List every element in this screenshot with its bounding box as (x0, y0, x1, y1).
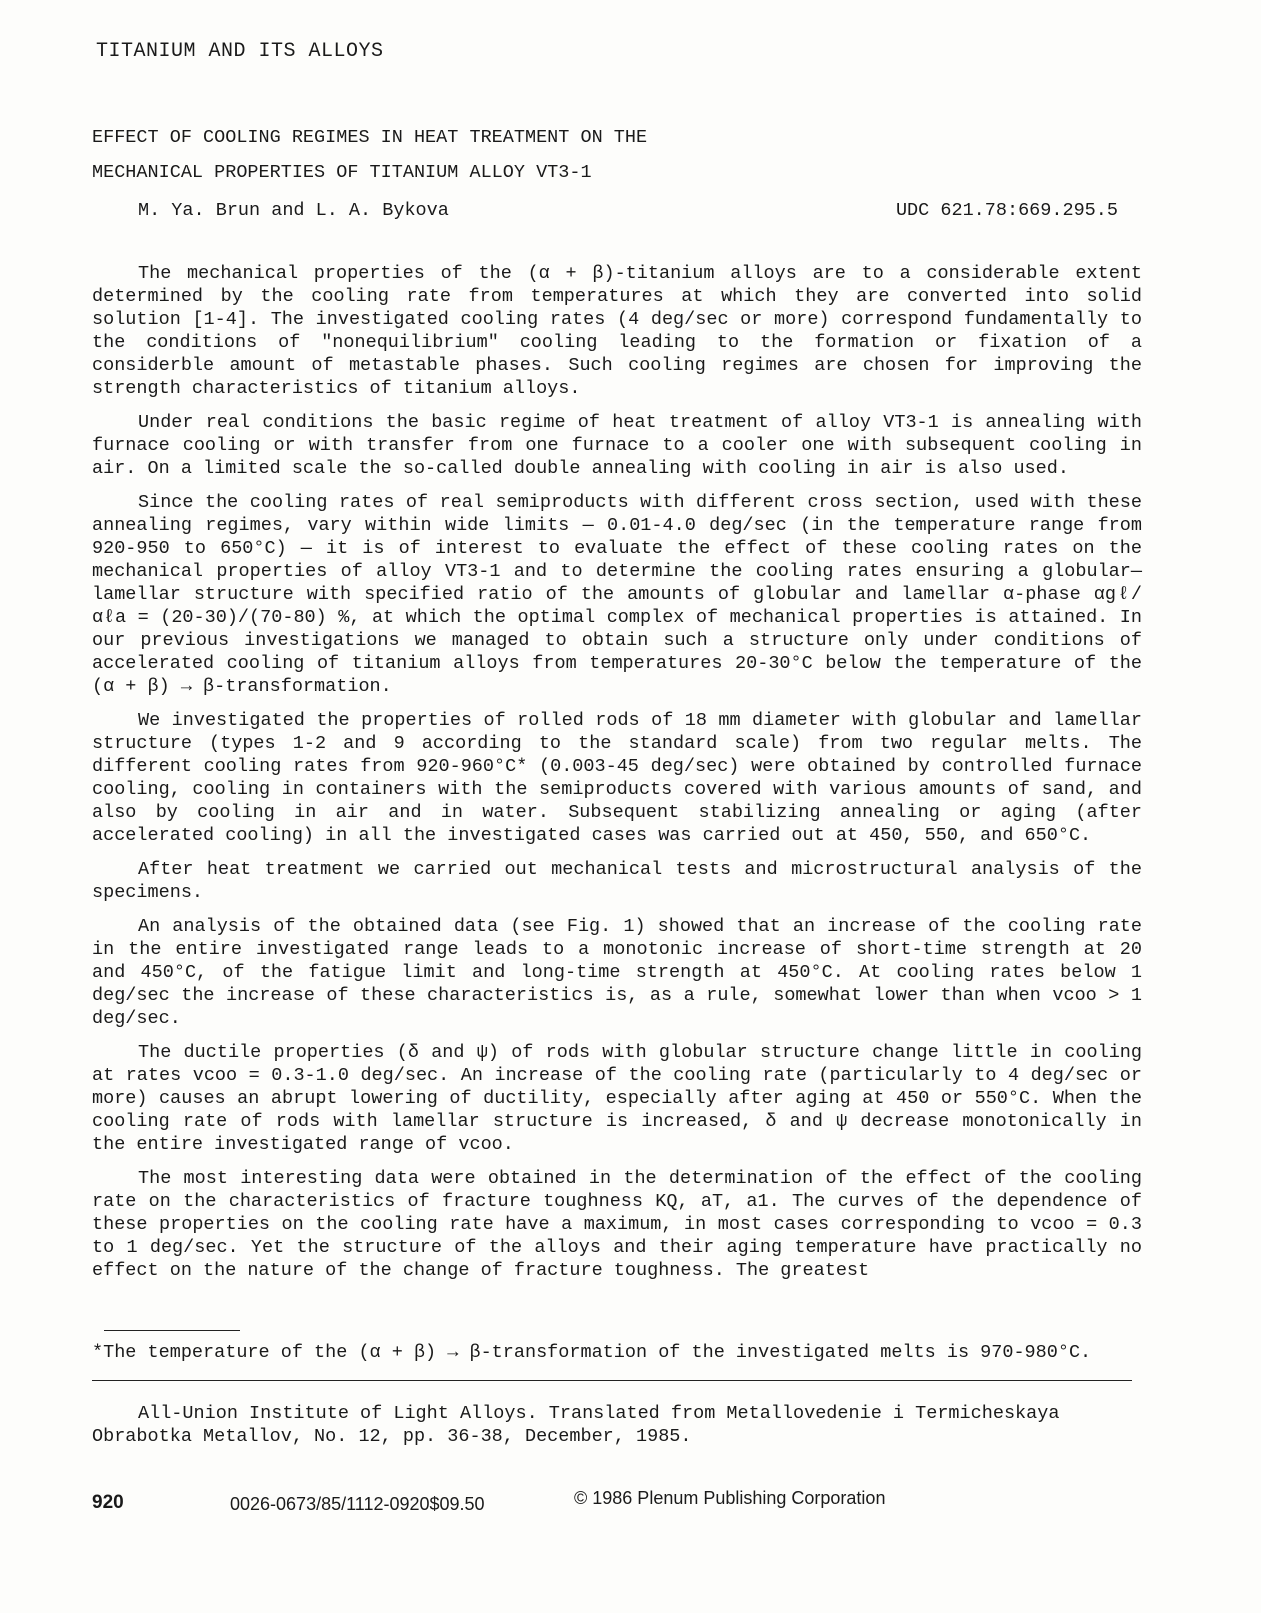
paragraph-3: Since the cooling rates of real semiproducts with different cross section, used with these annealing regimes, vary within wide limits — 0.01-4.0 deg/sec (in the temperature range from 920-950 to 650°C) — it is of interest to evaluate the effect of these cooling rates on the mechanical properties of alloy VT3-1 and to determine the cooling rates ensuring a globular—lamellar structure with specified ratio of the amounts of globular and lamellar α-phase αgℓ/αℓa = (20-30)/(70-80) %, at which the optimal complex of mechanical properties is attained. In our previous investigations we managed to obtain such a structure only under conditions of accelerated cooling of titanium alloys from temperatures 20-30°C below the temperature of the (α + β) → β-transformation. (92, 492, 1142, 697)
footnote: *The temperature of the (α + β) → β-transformation of the investigated melts is 970-980°C. (92, 1342, 1092, 1363)
paragraph-4: We investigated the properties of rolled rods of 18 mm diameter with globular and lamellar structure (types 1-2 and 9 according to the standard scale) from two regular melts. The different cooling rates from 920-960°C* (0.003-45 deg/sec) were obtained by controlled furnace cooling, cooling in containers with the semiproducts covered with various amounts of sand, and also by cooling in air and in water. Subsequent stabilizing annealing or aging (after accelerated cooling) in all the investigated cases was carried out at 450, 550, and 650°C. (92, 710, 1142, 846)
footnote-divider (104, 1330, 240, 1331)
paragraph-6: An analysis of the obtained data (see Fig. 1) showed that an increase of the cooling rate in the entire investigated range leads to a monotonic increase of short-time strength at 20 and 450°C, of the fatigue limit and long-time strength at 450°C. At cooling rates below 1 deg/sec the increase of these characteristics is, as a rule, somewhat lower than when vcoo > 1 deg/sec. (92, 916, 1142, 1029)
article-code: 0026-0673/85/1112-0920$09.50 (230, 1494, 485, 1514)
title-line-1: EFFECT OF COOLING REGIMES IN HEAT TREATMENT ON THE (92, 127, 648, 148)
authors: M. Ya. Brun and L. A. Bykova (138, 200, 449, 221)
journal-header: TITANIUM AND ITS ALLOYS (96, 40, 384, 63)
affiliation-text: All-Union Institute of Light Alloys. Translated from Metallovedenie i Termicheskaya Obrabotka Metallov, No. 12, pp. 36-38, December, 1985. (92, 1403, 1060, 1447)
page-number: 920 (92, 1492, 124, 1513)
affiliation (92, 1402, 1092, 1448)
article-title (92, 120, 647, 190)
paragraph-1: The mechanical properties of the (α + β)-titanium alloys are to a considerable extent determined by the cooling rate from temperatures at which they are converted into solid solution [1-4]. The investigated cooling rates (4 deg/sec or more) correspond fundamentally to the conditions of "nonequilibrium" cooling leading to the formation or fixation of a considerble amount of metastable phases. Such cooling regimes are chosen for improving the strength characteristics of titanium alloys. (92, 263, 1142, 399)
article-body (92, 262, 1142, 1293)
paragraph-5: After heat treatment we carried out mechanical tests and microstructural analysis of the specimens. (92, 859, 1142, 903)
udc-code: UDC 621.78:669.295.5 (895, 200, 1118, 221)
paragraph-2: Under real conditions the basic regime of heat treatment of alloy VT3-1 is annealing with furnace cooling or with transfer from one furnace to a cooler one with subsequent cooling in air. On a limited scale the so-called double annealing with cooling in air is also used. (92, 412, 1142, 479)
paragraph-7: The ductile properties (δ and ψ) of rods with globular structure change little in cooling at rates vcoo = 0.3-1.0 deg/sec. An increase of the cooling rate (particularly to 4 deg/sec or more) causes an abrupt lowering of ductility, especially after aging at 450 or 550°C. When the cooling rate of rods with lamellar structure is increased, δ and ψ decrease monotonically in the entire investigated range of vcoo. (92, 1042, 1142, 1155)
affiliation-divider (92, 1380, 1132, 1381)
paragraph-8: The most interesting data were obtained in the determination of the effect of the cooling rate on the characteristics of fracture toughness KQ, aT, a1. The curves of the dependence of these properties on the cooling rate have a maximum, in most cases corresponding to vcoo = 0.3 to 1 deg/sec. Yet the structure of the alloys and their aging temperature have practically no effect on the nature of the change of fracture toughness. The greatest (92, 1168, 1142, 1281)
title-line-2: MECHANICAL PROPERTIES OF TITANIUM ALLOY VT3-1 (92, 162, 592, 183)
copyright-notice: © 1986 Plenum Publishing Corporation (574, 1488, 886, 1508)
